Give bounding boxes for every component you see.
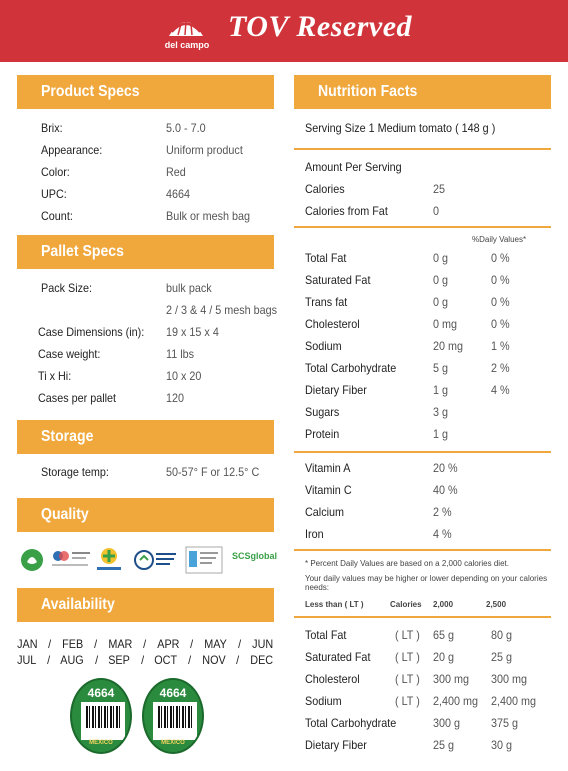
dv-table-row-label: Total Fat <box>305 628 347 642</box>
footnote-2: Your daily values may be higher or lower depending on your calories needs: <box>305 574 548 592</box>
product-specs-heading: Product Specs <box>17 75 274 109</box>
page-title: TOV Reserved <box>228 10 413 43</box>
dv-table-row <box>305 734 555 756</box>
nutrient-row-label: Protein <box>305 427 340 441</box>
nutrient-row-value: 20 mg <box>433 339 464 353</box>
pallet-spec-row-label: Ti x Hi: <box>38 369 72 383</box>
product-spec-row-label: Color: <box>41 165 70 179</box>
product-spec-row-label: Count: <box>41 209 73 223</box>
dv-table-row <box>305 646 555 668</box>
nutrient-row-value: 3 g <box>433 405 449 419</box>
product-spec-row-label: Appearance: <box>41 143 103 157</box>
product-spec-row-value: Uniform product <box>166 143 243 157</box>
dv-table-row <box>305 624 555 646</box>
product-spec-row-label: Brix: <box>41 121 63 135</box>
divider <box>294 549 551 551</box>
footnote-1: * Percent Daily Values are based on a 2,000 calories diet. <box>305 559 509 568</box>
product-spec-row-value: Bulk or mesh bag <box>166 209 251 223</box>
pallet-spec-row-value: 10 x 20 <box>166 369 202 383</box>
nutrient-row-value: 0 g <box>433 273 449 287</box>
availability-heading: Availability <box>17 588 274 622</box>
nutrient-row <box>305 357 555 379</box>
pallet-spec-row-label: Case Dimensions (in): <box>38 325 145 339</box>
table-header-less-than: Less than ( LT ) <box>305 600 364 609</box>
nutrient-row-label: Cholesterol <box>305 317 360 331</box>
vitamin-row-label: Vitamin A <box>305 461 351 475</box>
nutrient-row <box>305 291 555 313</box>
nutrient-row <box>305 379 555 401</box>
product-sticker <box>70 678 132 754</box>
pallet-spec-row-value: 19 x 15 x 4 <box>166 325 219 339</box>
rainforest-alliance-logo-icon <box>20 546 44 574</box>
storage-label: Storage temp: <box>41 465 109 479</box>
table-header-2000: 2,000 <box>433 600 454 609</box>
month-label: FEB <box>62 637 84 651</box>
dv-table-row-value: ( LT ) <box>395 650 420 664</box>
pallet-spec-row-label: Case weight: <box>38 347 101 361</box>
vitamin-row-value: 2 % <box>433 505 452 519</box>
pallet-spec-row-value: 2 / 3 & 4 / 5 mesh bags <box>166 303 278 317</box>
nutrient-row-dv: 0 % <box>491 251 510 265</box>
nutrient-row-value: 1 g <box>433 383 449 397</box>
month-separator: / <box>140 653 144 667</box>
month-separator: / <box>190 637 194 651</box>
sticker-origin: MEXICO <box>161 740 185 746</box>
product-spec-row-value: 4664 <box>166 187 191 201</box>
dv-table-row-label: Dietary Fiber <box>305 738 367 752</box>
nutrient-row <box>305 401 555 423</box>
month-label: JAN <box>17 637 38 651</box>
divider <box>294 226 551 228</box>
table-header-calories: Calories <box>390 600 422 609</box>
barcode-icon <box>86 706 120 728</box>
dv-table-row-label: Saturated Fat <box>305 650 371 664</box>
eleven-rivers-logo-icon <box>94 546 124 574</box>
month-label: JUL <box>17 653 37 667</box>
month-label: APR <box>157 637 180 651</box>
months-row-1 <box>16 637 274 651</box>
nutrient-row-value: 0 mg <box>433 317 458 331</box>
dv-table-row <box>305 668 555 690</box>
product-spec-row <box>41 183 291 205</box>
pallet-spec-row-label: Cases per pallet <box>38 391 117 405</box>
dv-table-2500: 30 g <box>491 738 513 752</box>
nutrient-row-dv: 4 % <box>491 383 510 397</box>
product-spec-row <box>41 139 291 161</box>
pallet-spec-row <box>38 387 288 409</box>
sticker-code: 4664 <box>87 686 115 700</box>
storage-value: 50-57° F or 12.5° C <box>166 465 260 479</box>
divider <box>294 616 551 618</box>
nutrient-row-value: 1 g <box>433 427 449 441</box>
pallet-spec-row <box>38 365 288 387</box>
product-spec-row <box>41 205 291 227</box>
dv-table-row-value: ( LT ) <box>395 694 420 708</box>
vitamin-row-label: Iron <box>305 527 324 541</box>
divider <box>294 148 551 150</box>
nutrient-row <box>305 423 555 445</box>
month-separator: / <box>48 637 52 651</box>
month-separator: / <box>143 637 147 651</box>
nutrient-row-value: 0 g <box>433 295 449 309</box>
dv-table-2500: 80 g <box>491 628 513 642</box>
scs-global-logo: SCSglobal <box>232 551 278 561</box>
biodiversity-logo-icon <box>134 546 178 574</box>
nutrient-row-dv: 2 % <box>491 361 510 375</box>
dv-table-row-value: ( LT ) <box>395 672 420 686</box>
dv-table-row-label: Total Carbohydrate <box>305 716 397 730</box>
nutrient-row <box>305 335 555 357</box>
dv-table-2000: 300 mg <box>433 672 470 686</box>
dv-table-2000: 65 g <box>433 628 455 642</box>
table-header-2500: 2,500 <box>486 600 507 609</box>
month-separator: / <box>94 637 98 651</box>
nutrient-row-dv: 1 % <box>491 339 510 353</box>
dv-table-2000: 25 g <box>433 738 455 752</box>
nutrient-row-label: Sodium <box>305 339 342 353</box>
vitamin-row <box>305 457 555 479</box>
month-separator: / <box>46 653 50 667</box>
months-row-2 <box>16 653 274 667</box>
dv-table-2500: 25 g <box>491 650 513 664</box>
pallet-spec-row-value: bulk pack <box>166 281 212 295</box>
fairtrade-logo-icon <box>50 546 92 574</box>
dv-table-row <box>305 690 555 712</box>
daily-values-header: %Daily Values* <box>472 235 527 244</box>
vitamin-row-value: 4 % <box>433 527 452 541</box>
product-sticker <box>142 678 204 754</box>
nutrient-row-dv: 0 % <box>491 317 510 331</box>
product-spec-row-value: Red <box>166 165 186 179</box>
pallet-spec-row-value: 11 lbs <box>166 347 195 361</box>
nutrient-row-label: Sugars <box>305 405 340 419</box>
month-label: AUG <box>60 653 85 667</box>
nutrient-row-value: 0 g <box>433 251 449 265</box>
vitamin-row <box>305 501 555 523</box>
nutrient-row-label: Trans fat <box>305 295 348 309</box>
pallet-specs-heading: Pallet Specs <box>17 235 274 269</box>
vitamin-row-label: Vitamin C <box>305 483 352 497</box>
product-spec-row <box>41 117 291 139</box>
month-label: MAR <box>108 637 133 651</box>
calories-fat-row: Calories from Fat 0 <box>305 204 440 218</box>
pallet-spec-row <box>38 321 288 343</box>
quality-heading: Quality <box>17 498 274 532</box>
pallet-spec-row <box>38 343 288 365</box>
month-label: JUN <box>251 637 273 651</box>
month-separator: / <box>236 653 240 667</box>
nutrient-row-value: 5 g <box>433 361 449 375</box>
nutrient-row-label: Saturated Fat <box>305 273 371 287</box>
month-label: SEP <box>108 653 131 667</box>
nutrient-row <box>305 247 555 269</box>
nutrient-row-label: Dietary Fiber <box>305 383 367 397</box>
pallet-spec-row-value: 120 <box>166 391 185 405</box>
nutrient-row-label: Total Fat <box>305 251 347 265</box>
dv-table-2000: 2,400 mg <box>433 694 479 708</box>
dv-table-2500: 2,400 mg <box>491 694 537 708</box>
nutrient-row <box>305 313 555 335</box>
product-spec-row-value: 5.0 - 7.0 <box>166 121 206 135</box>
month-label: DEC <box>249 653 273 667</box>
storage-row <box>41 461 271 483</box>
vitamin-row <box>305 479 555 501</box>
month-separator: / <box>188 653 192 667</box>
product-spec-row <box>41 161 291 183</box>
month-separator: / <box>237 637 241 651</box>
barcode-icon <box>158 706 192 728</box>
dv-table-2500: 375 g <box>491 716 519 730</box>
header-bar <box>0 0 568 62</box>
vitamin-row <box>305 523 555 545</box>
storage-heading: Storage <box>17 420 274 454</box>
dv-table-2000: 20 g <box>433 650 455 664</box>
month-label: OCT <box>154 653 178 667</box>
calories-row: Calories 25 <box>305 182 446 196</box>
nutrient-row-dv: 0 % <box>491 273 510 287</box>
dv-table-2000: 300 g <box>433 716 461 730</box>
dv-table-2500: 300 mg <box>491 672 528 686</box>
month-label: NOV <box>201 653 226 667</box>
vitamin-row-value: 20 % <box>433 461 458 475</box>
nutrient-row-label: Total Carbohydrate <box>305 361 397 375</box>
month-label: MAY <box>204 637 227 651</box>
month-separator: / <box>94 653 98 667</box>
nutrient-row <box>305 269 555 291</box>
pallet-spec-row <box>41 277 291 299</box>
vitamin-row-label: Calcium <box>305 505 345 519</box>
logo-text: del campo <box>164 40 210 50</box>
sticker-origin: MEXICO <box>89 740 113 746</box>
certification-logo-icon <box>185 546 223 574</box>
dv-table-row-label: Sodium <box>305 694 342 708</box>
sticker-code: 4664 <box>159 686 187 700</box>
dv-table-row-value: ( LT ) <box>395 628 420 642</box>
nutrition-facts-heading: Nutrition Facts <box>294 75 551 109</box>
dv-table-row <box>305 712 555 734</box>
pallet-spec-row <box>38 299 288 321</box>
divider <box>294 451 551 453</box>
nutrient-row-dv: 0 % <box>491 295 510 309</box>
dv-table-row-label: Cholesterol <box>305 672 360 686</box>
vitamin-row-value: 40 % <box>433 483 458 497</box>
product-spec-row-label: UPC: <box>41 187 67 201</box>
pallet-spec-row-label: Pack Size: <box>41 281 93 295</box>
